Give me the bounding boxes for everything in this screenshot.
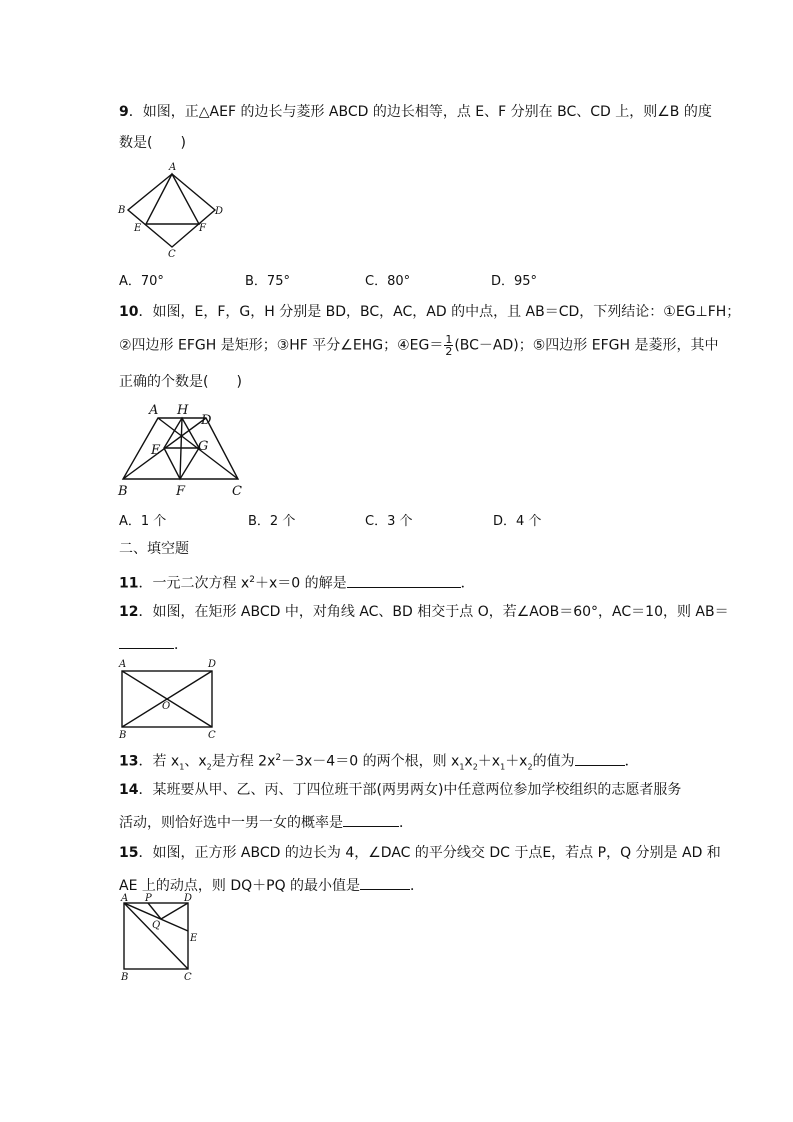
q15-figure bbox=[114, 893, 214, 985]
q10-label-B: B bbox=[118, 484, 128, 499]
q12-number: 12 bbox=[119, 604, 139, 620]
q15-label-C: C bbox=[184, 972, 192, 983]
q9-line2: 数是( ) bbox=[119, 135, 186, 151]
q10-line1 bbox=[119, 303, 740, 321]
q13-number: 13 bbox=[119, 753, 139, 770]
q9-label-C: C bbox=[168, 249, 176, 260]
q12-answer-blank[interactable] bbox=[119, 634, 174, 649]
q14-line2 bbox=[119, 812, 413, 832]
q15-segment-dq bbox=[161, 903, 188, 919]
q11-number: 11 bbox=[119, 575, 139, 592]
q9-label-D: D bbox=[215, 206, 224, 217]
q15-label-Q: Q bbox=[152, 920, 161, 931]
q10-label-C: C bbox=[232, 484, 242, 499]
q10-label-D: D bbox=[201, 413, 212, 428]
q9-line1 bbox=[119, 103, 712, 121]
q13-sub-1: 1 bbox=[179, 762, 185, 772]
q13-text-7: ＋x bbox=[505, 753, 528, 770]
q15-line2 bbox=[119, 875, 424, 895]
q13-text-end: ． bbox=[624, 753, 639, 770]
q13-text-4: －3x－4＝0 的两个根，则 x bbox=[281, 753, 460, 770]
q12-line1 bbox=[119, 603, 729, 621]
q11-text-end: ． bbox=[460, 575, 475, 592]
q10-option-a[interactable]: A．1 个 bbox=[119, 514, 167, 529]
q10-option-d[interactable]: D．4 个 bbox=[493, 514, 542, 529]
q15-text-end: ． bbox=[410, 878, 425, 894]
q10-label-E: E bbox=[151, 443, 161, 458]
q10-line3: 正确的个数是( ) bbox=[119, 374, 242, 390]
q9-option-d[interactable]: D．95° bbox=[491, 274, 538, 289]
q10-text-line2b: (BC－AD)；⑤四边形 EFGH 是菱形，其中 bbox=[454, 337, 719, 354]
q15-label-B: B bbox=[121, 972, 129, 983]
q12-figure bbox=[114, 656, 229, 741]
q10-number: 10 bbox=[119, 304, 139, 320]
q11-line bbox=[119, 571, 475, 593]
q11-text-a: ．一元二次方程 x bbox=[138, 575, 250, 592]
q15-answer-blank[interactable] bbox=[360, 875, 410, 890]
q10-figure bbox=[114, 400, 249, 500]
q12-label-C: C bbox=[208, 730, 216, 741]
q13-sub-2: 2 bbox=[206, 762, 212, 772]
q9-label-E: E bbox=[134, 223, 142, 234]
q14-answer-blank[interactable] bbox=[343, 812, 399, 827]
q15-number: 15 bbox=[119, 845, 139, 861]
q9-triangle bbox=[146, 174, 199, 224]
q12-label-D: D bbox=[208, 659, 217, 670]
q9-figure bbox=[116, 160, 226, 260]
q9-label-F: F bbox=[199, 223, 206, 234]
q9-option-a[interactable]: A．70° bbox=[119, 274, 164, 289]
q14-number: 14 bbox=[119, 782, 139, 798]
q10-label-H: H bbox=[177, 403, 189, 418]
q9-number: 9 bbox=[119, 104, 129, 120]
q15-text-line1: ．如图，正方形 ABCD 的边长为 4，∠DAC 的平分线交 DC 于点E，若点 P，Q 分别是 AD 和 bbox=[138, 845, 721, 861]
q13-line bbox=[119, 749, 639, 776]
q10-segment-hf bbox=[180, 418, 182, 479]
q12-label-B: B bbox=[119, 730, 127, 741]
q13-sup: 2 bbox=[275, 753, 282, 763]
q15-label-E: E bbox=[190, 933, 198, 944]
q11-sup: 2 bbox=[249, 575, 255, 585]
q13-text-5: x bbox=[464, 753, 473, 770]
q13-text-6: ＋x bbox=[477, 753, 501, 770]
q12-label-A: A bbox=[119, 659, 127, 670]
q12-text-end: ． bbox=[174, 637, 188, 653]
q11-answer-blank[interactable] bbox=[347, 573, 461, 588]
q10-frac-num: 1 bbox=[445, 333, 453, 346]
q10-text-line1: ．如图，E，F，G，H 分别是 BD，BC，AC，AD 的中点，且 AB＝CD，下列结论：①EG⊥FH； bbox=[138, 304, 741, 320]
q10-fraction bbox=[444, 334, 453, 357]
q9-label-A: A bbox=[169, 162, 177, 173]
q15-label-A: A bbox=[121, 893, 129, 904]
q10-label-F: F bbox=[176, 484, 186, 499]
q9-text-line1: ．如图，正△AEF 的边长与菱形 ABCD 的边长相等，点 E、F 分别在 BC、CD 上，则∠B 的度 bbox=[128, 104, 712, 120]
q13-text-2: 、x bbox=[184, 753, 207, 770]
q9-rhombus bbox=[128, 174, 215, 247]
q13-text-1: ．若 x bbox=[138, 753, 180, 770]
q9-option-c[interactable]: C．80° bbox=[365, 274, 411, 289]
q13-sub-4: 2 bbox=[472, 762, 478, 772]
q10-option-c[interactable]: C．3 个 bbox=[365, 514, 413, 529]
q13-text-8: 的值为 bbox=[532, 753, 575, 770]
q15-label-P: P bbox=[145, 893, 152, 904]
section-2-title: 二、填空题 bbox=[119, 541, 189, 557]
q13-sub-5: 1 bbox=[500, 762, 506, 772]
q10-label-G: G bbox=[198, 439, 209, 454]
q13-sub-6: 2 bbox=[527, 762, 533, 772]
q12-line2 bbox=[119, 634, 188, 654]
q10-line2 bbox=[119, 334, 718, 357]
q13-answer-blank[interactable] bbox=[575, 751, 625, 766]
q13-text-3: 是方程 2x bbox=[211, 753, 276, 770]
q15-line1 bbox=[119, 844, 721, 862]
q10-label-A: A bbox=[149, 403, 159, 418]
q12-label-O: O bbox=[162, 701, 171, 712]
q14-text-line1: ．某班要从甲、乙、丙、丁四位班干部(两男两女)中任意两位参加学校组织的志愿者服务 bbox=[138, 782, 682, 798]
q14-text-end: ． bbox=[399, 815, 413, 831]
q9-option-b[interactable]: B．75° bbox=[245, 274, 290, 289]
q14-text-line2: 活动，则恰好选中一男一女的概率是 bbox=[119, 815, 343, 831]
q15-label-D: D bbox=[184, 893, 193, 904]
q11-text-b: ＋x＝0 的解是 bbox=[254, 575, 347, 592]
q12-text-line1: ．如图，在矩形 ABCD 中，对角线 AC、BD 相交于点 O，若∠AOB＝60°，AC＝10，则 AB＝ bbox=[138, 604, 729, 620]
q10-text-line2a: ②四边形 EFGH 是矩形；③HF 平分∠EHG；④EG＝ bbox=[119, 337, 444, 354]
q10-frac-den: 2 bbox=[445, 345, 453, 358]
q9-label-B: B bbox=[118, 205, 126, 216]
q15-text-line2: AE 上的动点，则 DQ＋PQ 的最小值是 bbox=[119, 878, 361, 894]
q13-sub-3: 1 bbox=[459, 762, 465, 772]
q10-option-b[interactable]: B．2 个 bbox=[248, 514, 296, 529]
q14-line1 bbox=[119, 781, 681, 799]
